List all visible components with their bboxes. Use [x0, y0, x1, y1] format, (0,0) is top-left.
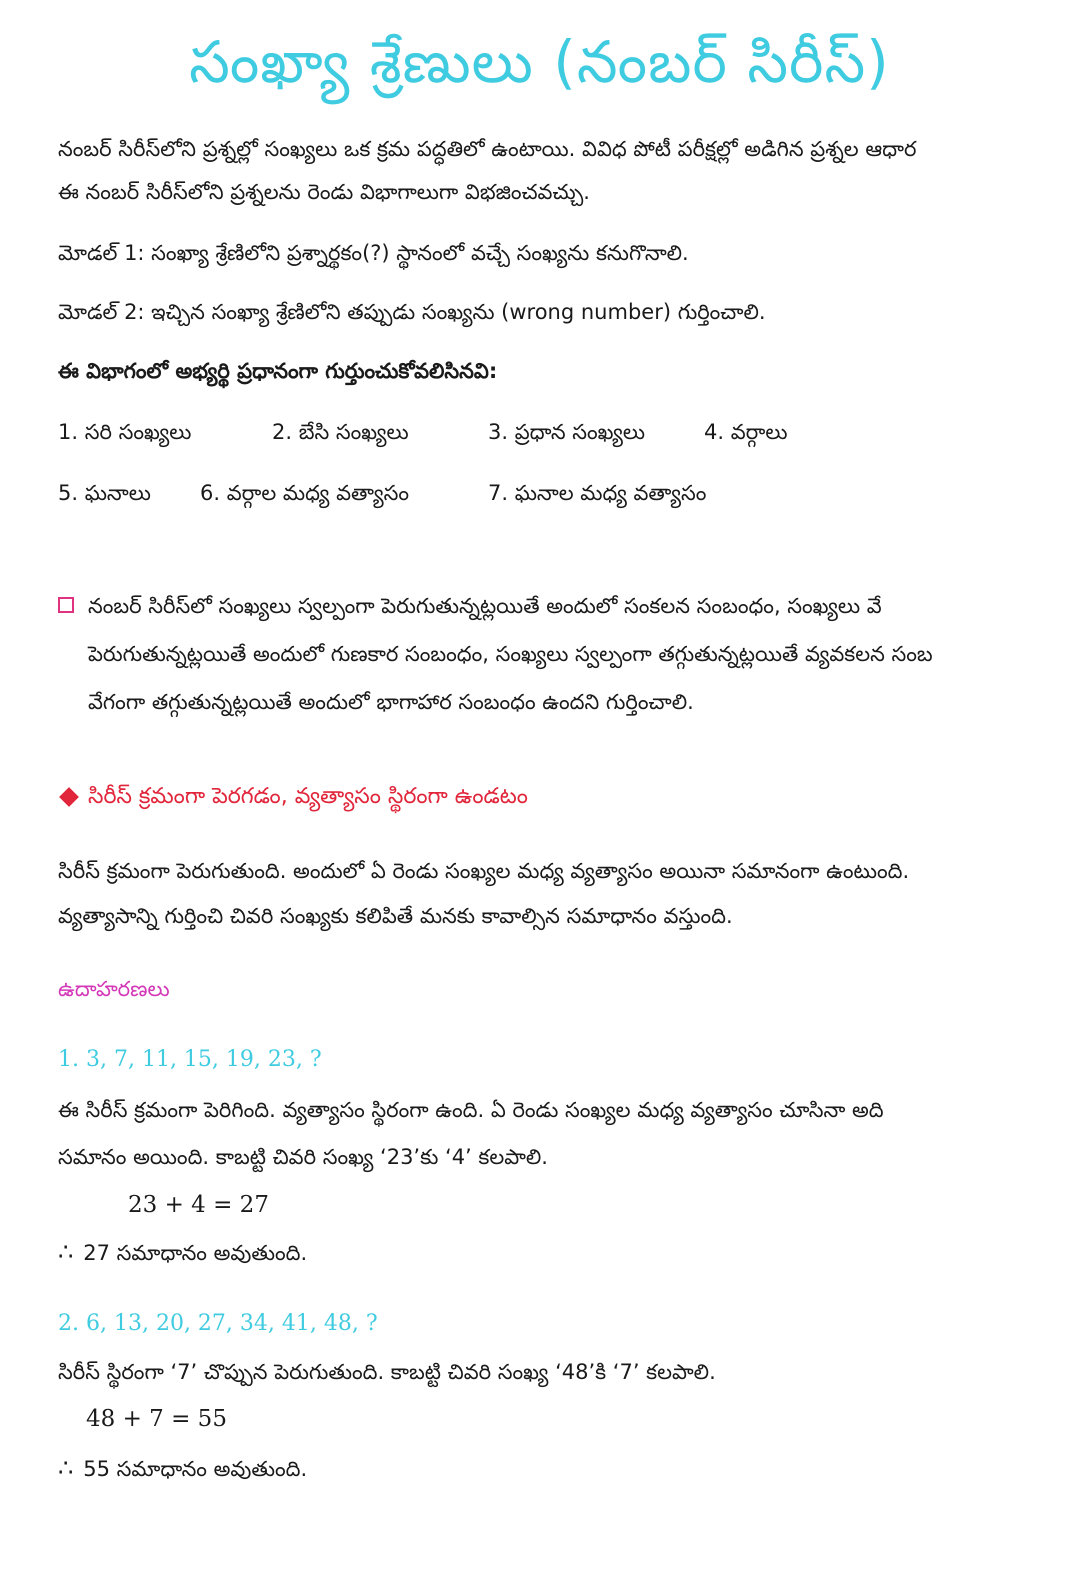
intro-line-1: నంబర్ సిరీస్‌లోని ప్రశ్నల్లో సంఖ్యలు ఒక క్రమ పద్ధతిలో ఉంటాయి. వివిధ పోటీ పరీక్షల్లో అడిగిన ప్రశ్నల ఆధార: [58, 137, 917, 161]
example-1-answer: 27 సమాధానం అవుతుంది.: [83, 1241, 308, 1265]
example-2-question: 2. 6, 13, 20, 27, 34, 41, 48, ?: [58, 1311, 378, 1336]
list-item: 5. ఘనాలు: [58, 481, 151, 505]
examples-heading: ఉదాహరణలు: [58, 977, 170, 1001]
note-line-1: నంబర్ సిరీస్‌లో సంఖ్యలు స్వల్పంగా పెరుగుతున్నట్లయితే అందులో సంకలన సంబంధం, సంఖ్యలు వే: [88, 594, 882, 618]
therefore-icon: ∴: [58, 1454, 74, 1482]
checkbox-bullet-icon: [58, 597, 74, 613]
example-2-explanation-1: సిరీస్ స్థిరంగా ‘7’ చొప్పున పెరుగుతుంది. కాబట్టి చివరి సంఖ్య ‘48’కి ‘7’ కలపాలి.: [58, 1360, 716, 1384]
example-1-explanation-2: సమానం అయింది. కాబట్టి చివరి సంఖ్య ‘23’కు ‘4’ కలపాలి.: [58, 1145, 548, 1169]
list-item: 6. వర్గాల మధ్య వత్యాసం: [200, 481, 409, 505]
section-line-1: సిరీస్ క్రమంగా పెరుగుతుంది. అందులో ఏ రెండు సంఖ్యల మధ్య వ్యత్యాసం అయినా సమానంగా ఉంటుంది.: [58, 859, 910, 883]
example-1-answer-line: [58, 1236, 307, 1269]
section-heading: సిరీస్ క్రమంగా పెరగడం, వ్యత్యాసం స్థిరంగా ఉండటం: [88, 784, 528, 809]
remember-heading: ఈ విభాగంలో అభ్యర్థి ప్రధానంగా గుర్తుంచుకోవలిసినవి:: [58, 359, 498, 383]
example-2-answer-line: [58, 1452, 307, 1485]
list-item: 3. ప్రధాన సంఖ్యలు: [488, 420, 646, 444]
therefore-icon: ∴: [58, 1238, 74, 1266]
model-1-text: మోడల్ 1: సంఖ్యా శ్రేణిలోని ప్రశ్నార్థకం(?) స్థానంలో వచ్చే సంఖ్యను కనుగొనాలి.: [58, 241, 689, 265]
example-2-equation: 48 + 7 = 55: [86, 1406, 227, 1432]
list-item: 4. వర్గాలు: [704, 420, 788, 444]
example-2-answer: 55 సమాధానం అవుతుంది.: [83, 1457, 308, 1481]
model-2-text: మోడల్ 2: ఇచ్చిన సంఖ్యా శ్రేణిలోని తప్పుడు సంఖ్యను (wrong number) గుర్తించాలి.: [58, 300, 766, 324]
list-item: 2. బేసి సంఖ్యలు: [272, 420, 409, 444]
diamond-bullet-icon: [59, 787, 79, 807]
section-line-2: వ్యత్యాసాన్ని గుర్తించి చివరి సంఖ్యకు కలిపితే మనకు కావాల్సిన సమాధానం వస్తుంది.: [58, 904, 733, 928]
page-title: సంఖ్యా శ్రేణులు (నంబర్ సిరీస్): [189, 28, 890, 96]
list-item: 7. ఘనాల మధ్య వత్యాసం: [488, 481, 707, 505]
intro-line-2: ఈ నంబర్ సిరీస్‌లోని ప్రశ్నలను రెండు విభాగాలుగా విభజించవచ్చు.: [58, 180, 590, 204]
example-1-equation: 23 + 4 = 27: [128, 1192, 269, 1218]
list-item: 1. సరి సంఖ్యలు: [58, 420, 192, 444]
note-line-2: పెరుగుతున్నట్లయితే అందులో గుణకార సంబంధం, సంఖ్యలు స్వల్పంగా తగ్గుతున్నట్లయితే వ్యవకలన సంబ: [88, 642, 933, 666]
note-line-3: వేగంగా తగ్గుతున్నట్లయితే అందులో భాగాహార సంబంధం ఉందని గుర్తించాలి.: [88, 690, 694, 714]
example-1-explanation-1: ఈ సిరీస్ క్రమంగా పెరిగింది. వ్యత్యాసం స్థిరంగా ఉంది. ఏ రెండు సంఖ్యల మధ్య వ్యత్యాసం చూసినా అది: [58, 1098, 884, 1122]
example-1-question: 1. 3, 7, 11, 15, 19, 23, ?: [58, 1047, 322, 1072]
